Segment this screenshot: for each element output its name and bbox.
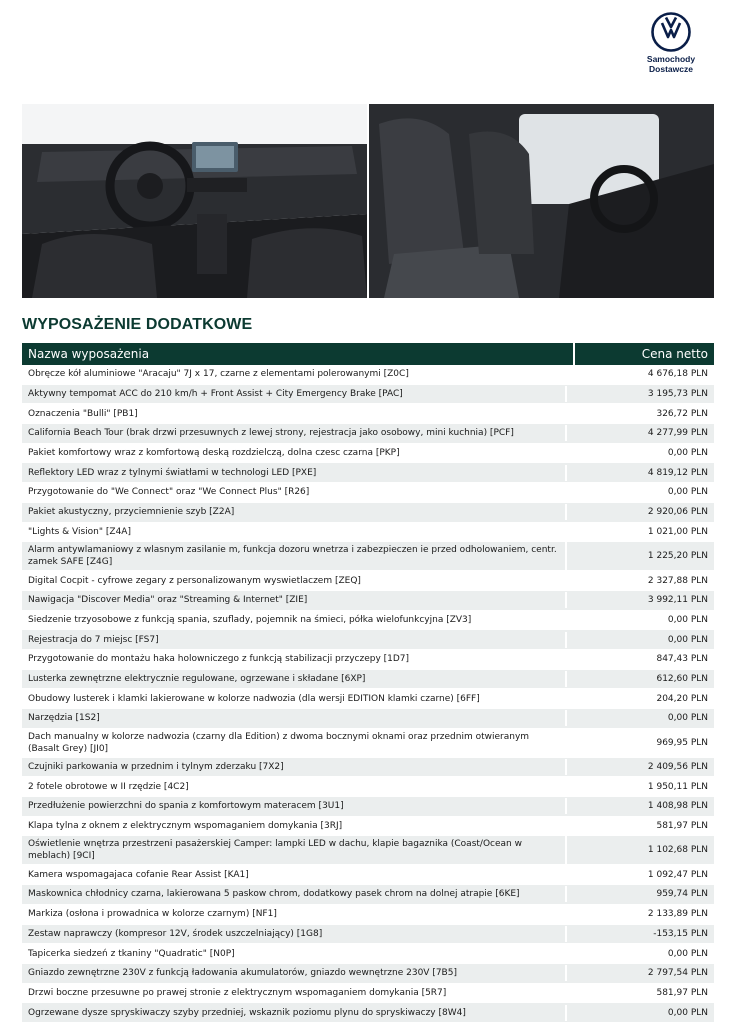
table-row (22, 611, 714, 631)
equipment-price: 0,00 PLN (667, 948, 708, 959)
equipment-name: Reflektory LED wraz z tylnymi światłami w technologi LED [PXE] (22, 465, 567, 481)
header-price: Cena netto (641, 347, 708, 361)
equipment-name: Lusterka zewnętrzne elektrycznie regulowane, ogrzewane i składane [6XP] (22, 671, 567, 687)
table-row (22, 591, 714, 611)
table-row (22, 709, 714, 729)
table-header (22, 343, 714, 365)
equipment-price: 4 819,12 PLN (647, 467, 708, 478)
equipment-price: 1 950,11 PLN (647, 781, 708, 792)
equipment-name: Ogrzewane dysze spryskiwaczy szyby przedniej, wskaznik poziomu plynu do spryskiwaczy [8W4] (22, 1005, 567, 1021)
table-row (22, 424, 714, 444)
equipment-price: 1 102,68 PLN (647, 845, 708, 856)
equipment-name: Oznaczenia "Bulli" [PB1] (22, 406, 567, 422)
equipment-price: 1 092,47 PLN (647, 869, 708, 880)
equipment-price: 2 327,88 PLN (647, 575, 708, 586)
equipment-name: 2 fotele obrotowe w II rzędzie [4C2] (22, 779, 567, 795)
equipment-name: Siedzenie trzyosobowe z funkcją spania, szuflady, pojemnik na śmieci, półka wielofunkcyjna [ZV3] (22, 612, 567, 628)
table-row (22, 925, 714, 945)
equipment-table (22, 343, 714, 1023)
equipment-name: Obręcze kół aluminiowe "Aracaju" 7J x 17, czarne z elementami polerowanymi [Z0C] (22, 366, 567, 382)
equipment-price: 3 195,73 PLN (647, 389, 708, 400)
table-row (22, 463, 714, 483)
equipment-name: Pakiet komfortowy wraz z komfortową deską rozdzielczą, dolna czesc czarna [PKP] (22, 445, 567, 461)
equipment-price: 2 797,54 PLN (647, 968, 708, 979)
seats-photo (369, 104, 714, 298)
table-row (22, 964, 714, 984)
equipment-price: 581,97 PLN (656, 987, 708, 998)
equipment-name: "Lights & Vision" [Z4A] (22, 524, 567, 540)
table-row (22, 944, 714, 964)
equipment-price: 0,00 PLN (667, 634, 708, 645)
table-row (22, 542, 714, 571)
equipment-name: Narzędzia [1S2] (22, 710, 567, 726)
equipment-name: Pakiet akustyczny, przyciemnienie szyb [Z2A] (22, 504, 567, 520)
equipment-price: 847,43 PLN (656, 654, 708, 665)
equipment-name: Rejestracja do 7 miejsc [FS7] (22, 632, 567, 648)
equipment-name: Alarm antywlamaniowy z wlasnym zasilanie m, funkcja dozoru wnetrza i zabezpieczen ie przed odholowaniem, centr. zamek SAFE [Z4G] (22, 542, 567, 570)
equipment-price: 0,00 PLN (667, 713, 708, 724)
equipment-name: Klapa tylna z oknem z elektrycznym wspomaganiem domykania [3RJ] (22, 818, 567, 834)
equipment-price: 2 409,56 PLN (647, 762, 708, 773)
equipment-price: -153,15 PLN (653, 928, 708, 939)
equipment-price: 1 021,00 PLN (647, 526, 708, 537)
table-row (22, 571, 714, 591)
table-row (22, 404, 714, 424)
interior-photos (22, 104, 714, 298)
vw-logo-icon (651, 12, 691, 52)
brand-logo (638, 12, 704, 74)
equipment-price: 326,72 PLN (656, 408, 708, 419)
equipment-price: 959,74 PLN (656, 889, 708, 900)
table-row (22, 865, 714, 885)
table-row (22, 885, 714, 905)
table-row (22, 630, 714, 650)
table-row (22, 503, 714, 523)
equipment-price: 2 920,06 PLN (647, 507, 708, 518)
table-row (22, 650, 714, 670)
equipment-price: 4 277,99 PLN (647, 428, 708, 439)
equipment-price: 1 408,98 PLN (647, 801, 708, 812)
equipment-name: Nawigacja "Discover Media" oraz "Streaming & Internet" [ZIE] (22, 592, 567, 608)
equipment-name: Czujniki parkowania w przednim i tylnym zderzaku [7X2] (22, 759, 567, 775)
brand-line-1: Samochody (646, 54, 696, 64)
table-body (22, 365, 714, 1023)
equipment-price: 612,60 PLN (656, 673, 708, 684)
equipment-name: Kamera wspomagajaca cofanie Rear Assist [KA1] (22, 867, 567, 883)
brand-line-2: Dostawcze (649, 63, 693, 74)
equipment-price: 969,95 PLN (656, 737, 708, 748)
table-row (22, 385, 714, 405)
table-row (22, 777, 714, 797)
equipment-price: 3 992,11 PLN (647, 595, 708, 606)
table-row (22, 797, 714, 817)
dashboard-photo (22, 104, 367, 298)
table-row (22, 729, 714, 758)
equipment-name: Oświetlenie wnętrza przestrzeni pasażerskiej Camper: lampki LED w dachu, klapie bagaznika (Coast/Ocean w meblach) [9CI] (22, 836, 567, 864)
table-row (22, 1003, 714, 1023)
equipment-name: Przedłużenie powierzchni do spania z komfortowym materacem [3U1] (22, 798, 567, 814)
equipment-price: 581,97 PLN (656, 821, 708, 832)
equipment-price: 1 225,20 PLN (647, 551, 708, 562)
equipment-name: Przygotowanie do montażu haka holowniczego z funkcją stabilizacji przyczepy [1D7] (22, 651, 567, 667)
equipment-name: Gniazdo zewnętrzne 230V z funkcją ładowania akumulatorów, gniazdo wewnętrzne 230V [7B5] (22, 965, 567, 981)
table-row (22, 905, 714, 925)
equipment-name: Dach manualny w kolorze nadwozia (czarny dla Edition) z dwoma bocznymi oknami oraz przednim otwieranym (Basalt Grey) [JI0] (22, 729, 567, 757)
equipment-name: Drzwi boczne przesuwne po prawej stronie z elektrycznym wspomaganiem domykania [5R7] (22, 985, 567, 1001)
equipment-name: Maskownica chłodnicy czarna, lakierowana 5 paskow chrom, dodatkowy pasek chrom na dolnej atrapie [6KE] (22, 886, 567, 902)
table-row (22, 836, 714, 865)
equipment-price: 0,00 PLN (667, 614, 708, 625)
equipment-name: Aktywny tempomat ACC do 210 km/h + Front Assist + City Emergency Brake [PAC] (22, 386, 567, 402)
equipment-name: Markiza (osłona i prowadnica w kolorze czarnym) [NF1] (22, 906, 567, 922)
equipment-name: Zestaw naprawczy (kompresor 12V, środek uszczelniający) [1G8] (22, 926, 567, 942)
table-row (22, 689, 714, 709)
equipment-price: 0,00 PLN (667, 448, 708, 459)
table-row (22, 365, 714, 385)
table-row (22, 444, 714, 464)
equipment-price: 2 133,89 PLN (647, 909, 708, 920)
equipment-price: 204,20 PLN (656, 693, 708, 704)
equipment-price: 4 676,18 PLN (647, 369, 708, 380)
equipment-name: Tapicerka siedzeń z tkaniny "Quadratic" [N0P] (22, 946, 567, 962)
equipment-price: 0,00 PLN (667, 487, 708, 498)
table-row (22, 817, 714, 837)
header-name: Nazwa wyposażenia (22, 343, 575, 365)
table-row (22, 670, 714, 690)
equipment-price: 0,00 PLN (667, 1007, 708, 1018)
equipment-name: California Beach Tour (brak drzwi przesuwnych z lewej strony, rejestracja jako osobowy, mini kuchnia) [PCF] (22, 425, 567, 441)
table-row (22, 758, 714, 778)
table-row (22, 984, 714, 1004)
equipment-name: Przygotowanie do "We Connect" oraz "We Connect Plus" [R26] (22, 484, 567, 500)
section-heading: WYPOSAŻENIE DODATKOWE (22, 316, 253, 333)
table-row (22, 523, 714, 543)
table-row (22, 483, 714, 503)
equipment-name: Digital Cocpit - cyfrowe zegary z personalizowanym wyswietlaczem [ZEQ] (22, 573, 567, 589)
equipment-name: Obudowy lusterek i klamki lakierowane w kolorze nadwozia (dla wersji EDITION klamki czarne) [6FF] (22, 691, 567, 707)
